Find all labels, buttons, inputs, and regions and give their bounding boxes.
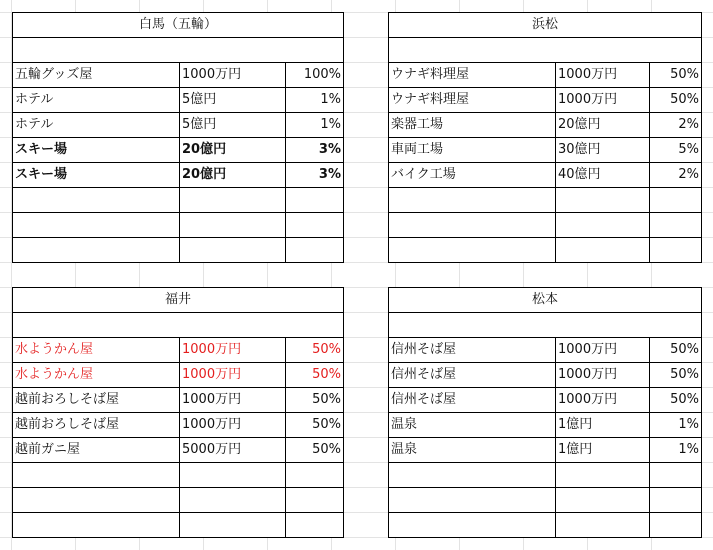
- table-row: [13, 388, 344, 413]
- amount-cell[interactable]: 20億円: [556, 113, 650, 138]
- title-row: [389, 288, 702, 313]
- amount-cell[interactable]: [556, 513, 650, 538]
- percent-cell[interactable]: [286, 213, 344, 238]
- spacer-row: [389, 38, 702, 63]
- amount-cell[interactable]: 1000万円: [180, 413, 286, 438]
- percent-cell[interactable]: 50%: [286, 338, 344, 363]
- percent-cell[interactable]: [650, 488, 702, 513]
- item-name-cell[interactable]: スキー場: [13, 163, 180, 188]
- table-row: [13, 488, 344, 513]
- table-row: [389, 163, 702, 188]
- percent-cell[interactable]: [286, 463, 344, 488]
- percent-cell[interactable]: 50%: [286, 363, 344, 388]
- item-name-cell[interactable]: [389, 463, 556, 488]
- item-name-cell[interactable]: 車両工場: [389, 138, 556, 163]
- item-name-cell[interactable]: ウナギ料理屋: [389, 63, 556, 88]
- amount-cell[interactable]: [556, 188, 650, 213]
- table-row: [13, 338, 344, 363]
- amount-cell[interactable]: 1000万円: [556, 388, 650, 413]
- item-name-cell[interactable]: 温泉: [389, 413, 556, 438]
- item-name-cell[interactable]: 越前ガニ屋: [13, 438, 180, 463]
- amount-cell[interactable]: 1000万円: [180, 388, 286, 413]
- percent-cell[interactable]: 3%: [286, 163, 344, 188]
- table-row: [13, 463, 344, 488]
- block-title[interactable]: 白馬（五輪）: [13, 13, 344, 38]
- table-row: [389, 188, 702, 213]
- title-row: [13, 13, 344, 38]
- table-row: [389, 513, 702, 538]
- amount-cell[interactable]: 1億円: [556, 438, 650, 463]
- percent-cell[interactable]: [650, 188, 702, 213]
- amount-cell[interactable]: 1000万円: [556, 63, 650, 88]
- percent-cell[interactable]: [286, 488, 344, 513]
- item-name-cell[interactable]: [389, 188, 556, 213]
- block-body: [13, 13, 344, 263]
- table-row: [389, 488, 702, 513]
- item-name-cell[interactable]: 信州そば屋: [389, 338, 556, 363]
- item-name-cell[interactable]: [13, 188, 180, 213]
- empty-cell[interactable]: [389, 313, 702, 338]
- amount-cell[interactable]: [180, 513, 286, 538]
- item-name-cell[interactable]: 越前おろしそば屋: [13, 388, 180, 413]
- item-name-cell[interactable]: 信州そば屋: [389, 363, 556, 388]
- percent-cell[interactable]: 1%: [650, 438, 702, 463]
- table-row: [389, 238, 702, 263]
- item-name-cell[interactable]: 水ようかん屋: [13, 338, 180, 363]
- percent-cell[interactable]: [650, 513, 702, 538]
- empty-cell[interactable]: [13, 38, 344, 63]
- item-name-cell[interactable]: ホテル: [13, 88, 180, 113]
- amount-cell[interactable]: 1000万円: [556, 338, 650, 363]
- amount-cell[interactable]: [180, 488, 286, 513]
- percent-cell[interactable]: 50%: [650, 388, 702, 413]
- amount-cell[interactable]: 20億円: [180, 138, 286, 163]
- amount-cell[interactable]: [556, 488, 650, 513]
- block-title[interactable]: 松本: [389, 288, 702, 313]
- item-name-cell[interactable]: [389, 238, 556, 263]
- table-row: [13, 413, 344, 438]
- block-title[interactable]: 浜松: [389, 13, 702, 38]
- amount-cell[interactable]: [180, 213, 286, 238]
- table-row: [389, 463, 702, 488]
- table-row: [13, 188, 344, 213]
- amount-cell[interactable]: 1000万円: [556, 88, 650, 113]
- percent-cell[interactable]: 1%: [650, 413, 702, 438]
- item-name-cell[interactable]: [389, 513, 556, 538]
- table-block-matsumoto: [388, 287, 702, 538]
- amount-cell[interactable]: 1000万円: [180, 338, 286, 363]
- table-row: [389, 213, 702, 238]
- amount-cell[interactable]: 40億円: [556, 163, 650, 188]
- item-name-cell[interactable]: [13, 488, 180, 513]
- title-row: [13, 288, 344, 313]
- amount-cell[interactable]: 5億円: [180, 88, 286, 113]
- amount-cell[interactable]: [180, 238, 286, 263]
- percent-cell[interactable]: [650, 238, 702, 263]
- block-title[interactable]: 福井: [13, 288, 344, 313]
- percent-cell[interactable]: [650, 463, 702, 488]
- amount-cell[interactable]: [180, 188, 286, 213]
- amount-cell[interactable]: [556, 463, 650, 488]
- amount-cell[interactable]: 30億円: [556, 138, 650, 163]
- empty-cell[interactable]: [389, 38, 702, 63]
- table-row: [389, 138, 702, 163]
- percent-cell[interactable]: [286, 238, 344, 263]
- table-row: [13, 163, 344, 188]
- item-name-cell[interactable]: バイク工場: [389, 163, 556, 188]
- block-body: [389, 13, 702, 263]
- amount-cell[interactable]: 5000万円: [180, 438, 286, 463]
- table-row: [13, 363, 344, 388]
- percent-cell[interactable]: [650, 213, 702, 238]
- table-row: [389, 88, 702, 113]
- spacer-row: [389, 313, 702, 338]
- percent-cell[interactable]: [286, 513, 344, 538]
- item-name-cell[interactable]: ホテル: [13, 113, 180, 138]
- table-row: [13, 438, 344, 463]
- percent-cell[interactable]: 1%: [286, 88, 344, 113]
- table-row: [13, 138, 344, 163]
- item-name-cell[interactable]: 越前おろしそば屋: [13, 413, 180, 438]
- amount-cell[interactable]: 1000万円: [180, 63, 286, 88]
- table-block-fukui: [12, 287, 344, 538]
- percent-cell[interactable]: 5%: [650, 138, 702, 163]
- table-row: [13, 63, 344, 88]
- item-name-cell[interactable]: [389, 488, 556, 513]
- item-name-cell[interactable]: [389, 213, 556, 238]
- table-row: [13, 213, 344, 238]
- item-name-cell[interactable]: [13, 463, 180, 488]
- percent-cell[interactable]: 50%: [650, 338, 702, 363]
- table-row: [13, 513, 344, 538]
- percent-cell[interactable]: 50%: [650, 88, 702, 113]
- item-name-cell[interactable]: 楽器工場: [389, 113, 556, 138]
- table-row: [389, 363, 702, 388]
- table-row: [389, 63, 702, 88]
- item-name-cell[interactable]: [13, 213, 180, 238]
- percent-cell[interactable]: 50%: [650, 63, 702, 88]
- table-row: [13, 88, 344, 113]
- percent-cell[interactable]: 50%: [286, 438, 344, 463]
- table-row: [389, 413, 702, 438]
- item-name-cell[interactable]: [13, 238, 180, 263]
- table-block-hakuba: [12, 12, 344, 263]
- amount-cell[interactable]: 1億円: [556, 413, 650, 438]
- table-row: [389, 388, 702, 413]
- table-row: [13, 113, 344, 138]
- spacer-row: [13, 313, 344, 338]
- empty-cell[interactable]: [13, 313, 344, 338]
- amount-cell[interactable]: [556, 213, 650, 238]
- percent-cell[interactable]: 50%: [286, 413, 344, 438]
- amount-cell[interactable]: 1000万円: [180, 363, 286, 388]
- table-row: [13, 238, 344, 263]
- table-row: [389, 338, 702, 363]
- table-row: [389, 113, 702, 138]
- item-name-cell[interactable]: ウナギ料理屋: [389, 88, 556, 113]
- amount-cell[interactable]: [180, 463, 286, 488]
- percent-cell[interactable]: 2%: [650, 113, 702, 138]
- amount-cell[interactable]: [556, 238, 650, 263]
- spacer-row: [13, 38, 344, 63]
- item-name-cell[interactable]: 信州そば屋: [389, 388, 556, 413]
- block-body: [389, 288, 702, 538]
- percent-cell[interactable]: [286, 188, 344, 213]
- item-name-cell[interactable]: スキー場: [13, 138, 180, 163]
- item-name-cell[interactable]: 温泉: [389, 438, 556, 463]
- percent-cell[interactable]: 3%: [286, 138, 344, 163]
- title-row: [389, 13, 702, 38]
- percent-cell[interactable]: 100%: [286, 63, 344, 88]
- percent-cell[interactable]: 50%: [286, 388, 344, 413]
- table-row: [389, 438, 702, 463]
- table-block-hamamatsu: [388, 12, 702, 263]
- amount-cell[interactable]: 5億円: [180, 113, 286, 138]
- percent-cell[interactable]: 50%: [650, 363, 702, 388]
- percent-cell[interactable]: 2%: [650, 163, 702, 188]
- block-body: [13, 288, 344, 538]
- item-name-cell[interactable]: 水ようかん屋: [13, 363, 180, 388]
- amount-cell[interactable]: 20億円: [180, 163, 286, 188]
- percent-cell[interactable]: 1%: [286, 113, 344, 138]
- item-name-cell[interactable]: 五輪グッズ屋: [13, 63, 180, 88]
- amount-cell[interactable]: 1000万円: [556, 363, 650, 388]
- item-name-cell[interactable]: [13, 513, 180, 538]
